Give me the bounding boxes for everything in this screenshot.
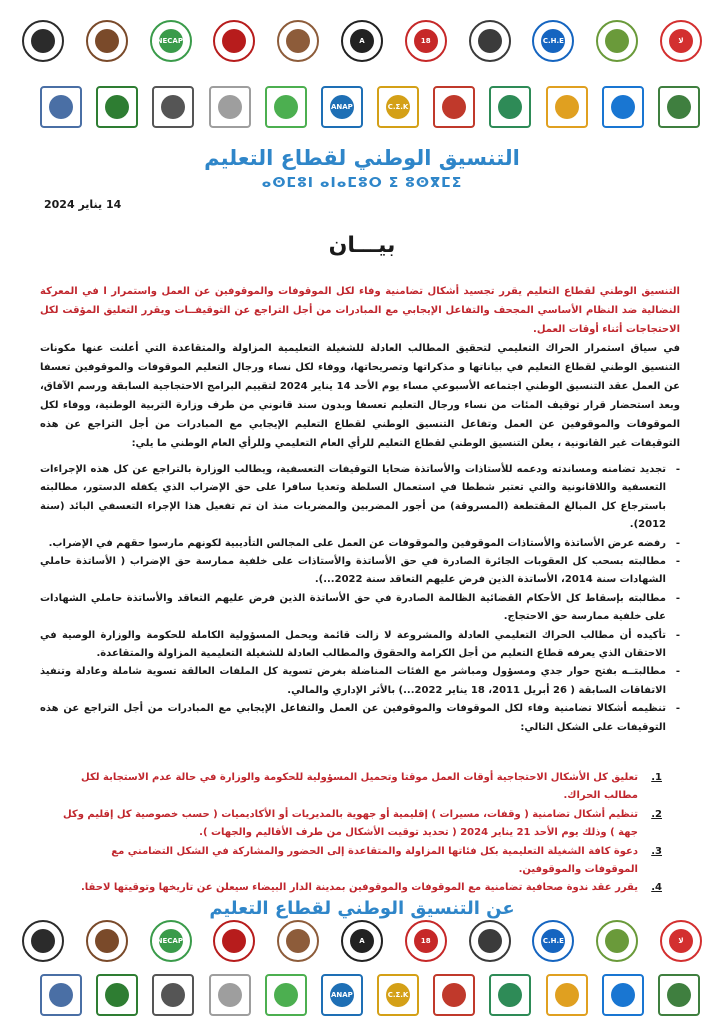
logo-18-icon: C.Σ.K — [377, 86, 419, 128]
logo-21-icon — [546, 974, 588, 1016]
logo-12-icon — [40, 974, 82, 1016]
logo-15-icon — [209, 86, 251, 128]
logo-9-icon: C.H.E — [532, 920, 574, 962]
logo-2-icon — [86, 920, 128, 962]
logo-11-icon: لا — [660, 920, 702, 962]
logo-23-icon — [658, 86, 700, 128]
body-paragraph: في سياق استمرار الحراك التعليمي لتحقيق المطالب العادلة للشغيلة التعليمية المزاولة والمتقاعدة التي أعلنت عنها مكونات التنسيق الوطني لقطاع التعليم في بياناتها و مذكراتها وتصريحاتها، ووفاء لكل نساء ورجال التعليم الموقوفات والموقوفين تعسفا عن العمل عقد التنسيق الوطني اجتماعه الأسبوعي مساء يوم الأحد 14 يناير 2024 لتقييم البرامج الاحتجاجية السابقة ورسم الآفاق، وبعد استحضار قرار توقيف المئات من نساء ورجال التعليم تعسفا وبدون سند قانوني من طرف وزارة التربية الوطنية، ووفاء لكل الموقوفات والموقوفين عن العمل وتفاعل التنسيق الوطني لقطاع التعليم الإيجابي مع المبادرات من أجل التراجع عن هذه التوقيفات غير القانونية ، يعلن التنسيق الوطني لقطاع التعليم للرأي العام التعليمي وللرأي العام الوطني ما يلي: — [40, 343, 681, 449]
list-item: - رفضه عرض الأساتذة والأستاذات الموقوفين والموقوفات عن العمل على المجالس التأديبية لكونهم مارسوا حقهم في الإضراب. — [40, 535, 680, 553]
page-title: التنسيق الوطني لقطاع التعليم — [204, 146, 520, 170]
logo-4-icon — [213, 920, 255, 962]
logo-22-icon — [602, 974, 644, 1016]
list-item: - تنظيمه أشكالا تضامنية وفاء لكل الموقوفات والموقوفين عن العمل والتفاعل الإيجابي مع المبادرات من أجل التراجع عن هذه التوقيفات على الشكل التالي: — [40, 700, 680, 737]
logo-20-icon — [489, 974, 531, 1016]
logo-21-icon — [546, 86, 588, 128]
action-number: 4. — [651, 882, 662, 894]
action-text: دعوة كافة الشغيلة التعليمية بكل فئاتها المزاولة والمتقاعدة إلى الحضور والمشاركة في الشكل التضامني مع الموقوفات والموقوفين. — [111, 845, 638, 876]
action-item — [62, 769, 662, 806]
logo-13-icon — [96, 974, 138, 1016]
logo-19-icon — [433, 974, 475, 1016]
logo-16-icon — [265, 974, 307, 1016]
action-item — [62, 806, 662, 843]
logo-6-icon: A — [341, 20, 383, 62]
logo-6-icon: A — [341, 920, 383, 962]
logo-5-icon — [277, 20, 319, 62]
logo-5-icon — [277, 920, 319, 962]
list-item: - تجديد تضامنه ومساندته ودعمه للأستاذات والأساتذة ضحايا التوقيفات التعسفية، ويطالب الوزارة بالتراجع عن كل هذه الإجراءات التعسفية واللاقانونية والتي تعتبر شططا في استعمال السلطة وتعديا سافرا على حق الإضراب الذي يكفله الدستور، مطالبته باسترجاع كل المبالغ المقتطعة (المسروقة) من أجور المضربين والمضربات منذ ان تم تفعيل هذا الإجراء التعسفي البائد (سنة 2012). — [40, 461, 680, 535]
logo-10-icon — [596, 920, 638, 962]
tifinagh-title: ⴰⵙⵎⵓⵏ ⴰⵏⴰⵎⵓⵔ ⵉ ⵓⵙⴳⵎⵉ — [261, 175, 463, 191]
list-item: - تأكيده أن مطالب الحراك التعليمي العادلة والمشروعة لا زالت قائمة ويحمل المسؤولية الكاملة للحكومة والوزارة الوصية في الاحتقان الذي يعرفه قطاع التعليم من أجل الكرامة والحقوق والمطالب العادلة للشغيلة التعليمية المزاولة والمتقاعدة. — [40, 627, 680, 664]
logo-19-icon — [433, 86, 475, 128]
logo-23-icon — [658, 974, 700, 1016]
statement-title: بيـــان — [328, 233, 396, 258]
action-text: يقرر عقد ندوة صحافية تضامنية مع الموقوفات والموقوفين بمدينة الدار البيضاء سيعلن عن تاريخها وتوقيتها لاحقا. — [81, 882, 638, 894]
list-item: - مطالبتــه بفتح حوار جدي ومسؤول ومباشر مع الفئات المناضلة بغرض تسوية كل الملفات العالقة تسوية شاملة وعادلة وتنفيذ الاتفاقات السابقة ( 26 أبريل 2011، 18 يناير 2022...) بالأثر الإداري والمالي. — [40, 663, 680, 700]
logo-2-icon — [86, 20, 128, 62]
bottom-logo-row-1 — [22, 920, 702, 962]
logo-7-icon: 18 — [405, 20, 447, 62]
top-logo-row-1 — [22, 20, 702, 62]
footer-title: عن التنسيق الوطني لقطاع التعليم — [209, 898, 515, 919]
demands-list — [40, 461, 680, 737]
logo-20-icon — [489, 86, 531, 128]
logo-14-icon — [152, 974, 194, 1016]
date: 14 يناير 2024 — [44, 198, 122, 211]
actions-list — [62, 769, 662, 898]
logo-8-icon — [469, 920, 511, 962]
action-number: 1. — [651, 772, 662, 783]
list-item: - مطالبته بسحب كل العقوبات الجائرة الصادرة في حق الأساتذة والأستاذات على خلفية ممارسة حق الإضراب ( الأساتذة حاملي الشهادات سنة 2014، الأساتذة الذين فرض عليهم التعاقد سنة 2022...). — [40, 553, 680, 590]
logo-3-icon: ANECAPM — [150, 920, 192, 962]
bottom-logo-row-2 — [40, 974, 700, 1016]
intro-paragraph: التنسيق الوطني لقطاع التعليم يقرر تجسيد أشكال تضامنية وفاء لكل الموقوفات والموقوفين عن العمل واستمرار ا في المعركة النضالية ضد النظام الأساسي المجحف والتفاعل الإيجابي مع المبادرات من أجل التراجع عن التوقيفــات ويقرر التعليق المؤقت لكل الاحتجاجات أثناء أوقات العمل. — [40, 286, 680, 335]
list-item: - مطالبته بإسقاط كل الأحكام القضائية الظالمة الصادرة في حق الأساتذة الذين فرض عليهم التعاقد والأساتذة حاملي الشهادات على خلفية ممارسة حق الاحتجاج. — [40, 590, 680, 627]
logo-18-icon: C.Σ.K — [377, 974, 419, 1016]
logo-9-icon: C.H.E — [532, 20, 574, 62]
action-item — [62, 843, 662, 880]
logo-17-icon: ANAP — [321, 974, 363, 1016]
logo-14-icon — [152, 86, 194, 128]
action-text: تنظيم أشكال تضامنية ( وقفات، مسيرات ) إقليمية أو جهوية بالمديريات أو الأكاديميات ( حسب خصوصية كل إقليم وكل جهة ) وذلك يوم الأحد 21 يناير 2024 ( تحديد توقيت الأشكال من طرف الأقاليم والجهات ). — [62, 808, 638, 839]
logo-12-icon — [40, 86, 82, 128]
action-number: 3. — [651, 845, 662, 857]
logo-17-icon: ANAP — [321, 86, 363, 128]
logo-16-icon — [265, 86, 307, 128]
action-item — [62, 879, 662, 897]
logo-8-icon — [469, 20, 511, 62]
logo-22-icon — [602, 86, 644, 128]
action-number: 2. — [651, 808, 662, 820]
logo-3-icon: ANECAPM — [150, 20, 192, 62]
logo-7-icon: 18 — [405, 920, 447, 962]
logo-13-icon — [96, 86, 138, 128]
logo-4-icon — [213, 20, 255, 62]
logo-1-icon — [22, 920, 64, 962]
logo-11-icon: لا — [660, 20, 702, 62]
action-text: تعليق كل الأشكال الاحتجاجية أوقات العمل موقتا وتحميل المسؤولية للحكومة والوزارة في حالة عدم الاستجابة لكل مطالب الحراك. — [81, 772, 638, 802]
logo-1-icon — [22, 20, 64, 62]
logo-10-icon — [596, 20, 638, 62]
top-logo-row-2 — [40, 86, 700, 128]
logo-15-icon — [209, 974, 251, 1016]
